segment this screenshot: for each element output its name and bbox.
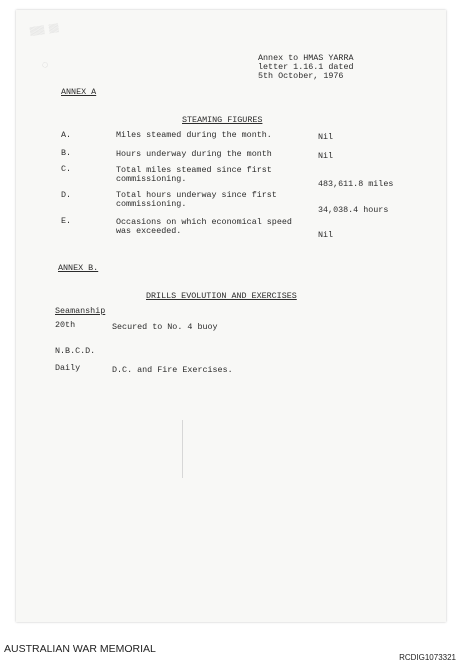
row-e-desc: Occasions on which economical speed was exceeded. bbox=[116, 217, 292, 236]
seamanship-heading: Seamanship bbox=[55, 306, 106, 316]
nbcd-entry: D.C. and Fire Exercises. bbox=[112, 365, 233, 375]
header-line-1: Annex to HMAS YARRA bbox=[258, 53, 354, 63]
annex-b-label: ANNEX B. bbox=[58, 263, 99, 273]
row-c-letter: C. bbox=[61, 164, 72, 174]
nbcd-heading: N.B.C.D. bbox=[55, 346, 96, 356]
row-b-letter: B. bbox=[61, 148, 72, 158]
row-d-value: 34,038.4 hours bbox=[318, 205, 389, 215]
seamanship-date: 20th bbox=[55, 320, 76, 330]
document-page bbox=[16, 10, 446, 622]
faint-pencil-mark bbox=[182, 420, 183, 478]
faint-mark: ◌ bbox=[41, 59, 50, 73]
row-a-letter: A. bbox=[61, 130, 72, 140]
footer-institution: AUSTRALIAN WAR MEMORIAL bbox=[4, 643, 156, 655]
row-a-desc: Miles steamed during the month. bbox=[116, 130, 272, 140]
header-line-3: 5th October, 1976 bbox=[258, 71, 344, 81]
annex-a-label: ANNEX A bbox=[61, 87, 97, 97]
header-line-2: letter 1.16.1 dated bbox=[258, 62, 354, 72]
row-e-letter: E. bbox=[61, 216, 72, 226]
row-c-desc: Total miles steamed since first commissioning. bbox=[116, 165, 272, 184]
row-c-value: 483,611.8 miles bbox=[318, 179, 394, 189]
row-d-desc: Total hours underway since first commissioning. bbox=[116, 190, 277, 209]
row-e-value: Nil bbox=[318, 230, 334, 240]
row-b-value: Nil bbox=[318, 151, 334, 161]
row-b-desc: Hours underway during the month bbox=[116, 149, 272, 159]
archive-footer bbox=[4, 641, 456, 663]
nbcd-date: Daily bbox=[55, 363, 81, 373]
seamanship-entry: Secured to No. 4 buoy bbox=[112, 322, 218, 332]
row-a-value: Nil bbox=[318, 132, 334, 142]
faint-stamp: ▒▒▒ ▒▒ bbox=[29, 24, 60, 37]
footer-record-id: RCDIG1073321 bbox=[399, 653, 456, 662]
steaming-figures-title: STEAMING FIGURES bbox=[182, 115, 263, 125]
row-d-letter: D. bbox=[61, 190, 72, 200]
drills-title: DRILLS EVOLUTION AND EXERCISES bbox=[146, 291, 297, 301]
